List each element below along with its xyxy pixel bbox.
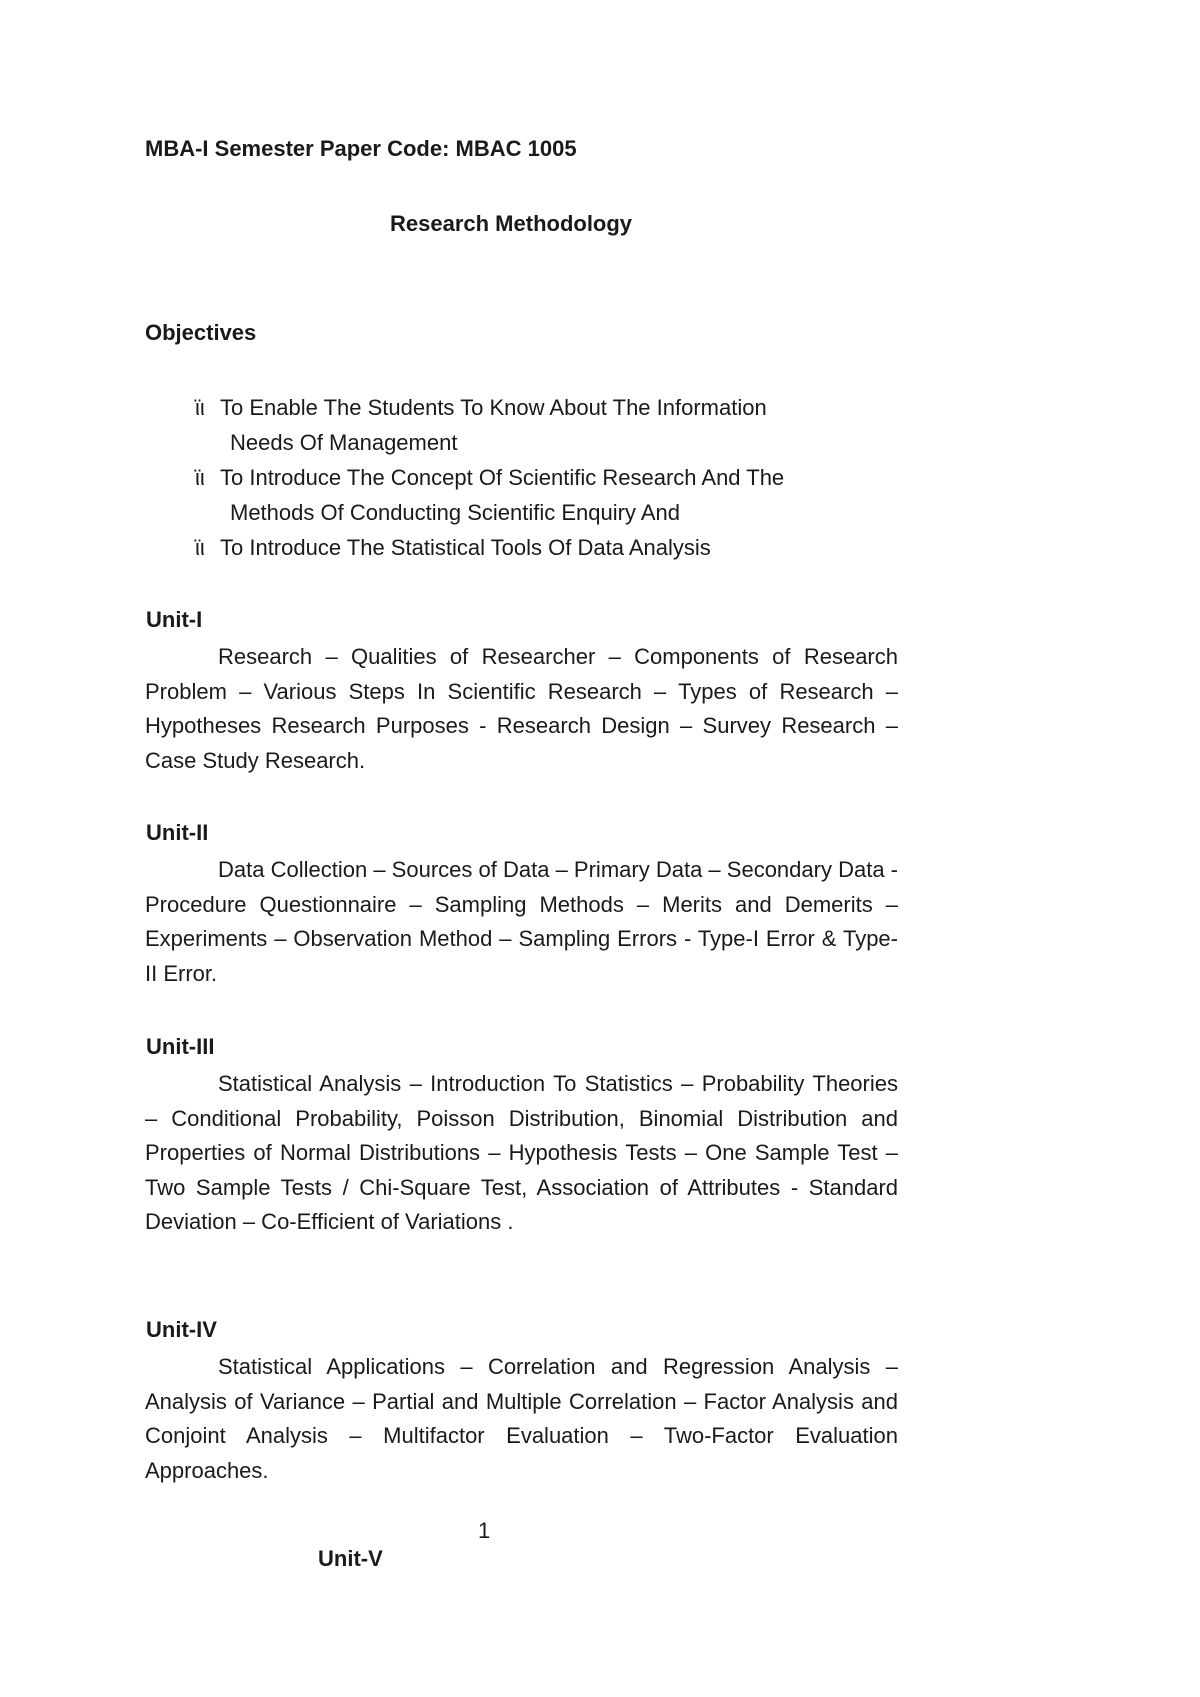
unit-heading: Unit-II	[146, 820, 209, 845]
bullet-glyph: ϊι	[195, 395, 205, 420]
course-code-line: MBA-I Semester Paper Code: MBAC 1005	[145, 136, 577, 161]
bullet-glyph: ϊι	[195, 465, 205, 490]
unit-heading: Unit-IV	[146, 1317, 217, 1342]
objective-item	[195, 460, 895, 530]
objective-line: To Introduce The Concept Of Scientific Research And The	[220, 465, 785, 490]
unit-body: Research – Qualities of Researcher – Components of Research Problem – Various Steps In Scientific Research – Types of Research – Hypotheses Research Purposes - Research Design – Survey Research – Case Study Research.	[145, 644, 898, 773]
objective-line: To Introduce The Statistical Tools Of Data Analysis	[220, 535, 711, 560]
objective-item	[195, 390, 895, 460]
objective-line: To Enable The Students To Know About The Information	[220, 395, 767, 420]
unit-heading-next: Unit-V	[318, 1546, 383, 1571]
document-title: Research Methodology	[390, 211, 633, 236]
unit-body: Data Collection – Sources of Data – Primary Data – Secondary Data - Procedure Questionnaire – Sampling Methods – Merits and Demerits – Experiments – Observation Method – Sampling Errors - Type-I Error & Type-II Error.	[145, 857, 898, 986]
page-number: 1	[478, 1518, 491, 1543]
bullet-glyph: ϊι	[195, 535, 205, 560]
unit-body: Statistical Analysis – Introduction To Statistics – Probability Theories – Conditional Probability, Poisson Distribution, Binomial Distribution and Properties of Normal Distributions – Hypothesis Tests – One Sample Test – Two Sample Tests / Chi-Square Test, Association of Attributes - Standard Deviation – Co-Efficient of Variations .	[145, 1071, 898, 1234]
objectives-heading: Objectives	[145, 320, 257, 345]
objective-line-continued: Needs Of Management	[230, 430, 458, 455]
unit-heading: Unit-I	[146, 607, 203, 632]
objective-line-continued: Methods Of Conducting Scientific Enquiry And	[230, 500, 681, 525]
unit-heading: Unit-III	[146, 1034, 215, 1059]
objectives-list	[195, 390, 895, 565]
objective-item	[195, 530, 895, 565]
unit-body: Statistical Applications – Correlation and Regression Analysis – Analysis of Variance – Partial and Multiple Correlation – Factor Analysis and Conjoint Analysis – Multifactor Evaluation – Two-Factor Evaluation Approaches.	[145, 1354, 898, 1483]
